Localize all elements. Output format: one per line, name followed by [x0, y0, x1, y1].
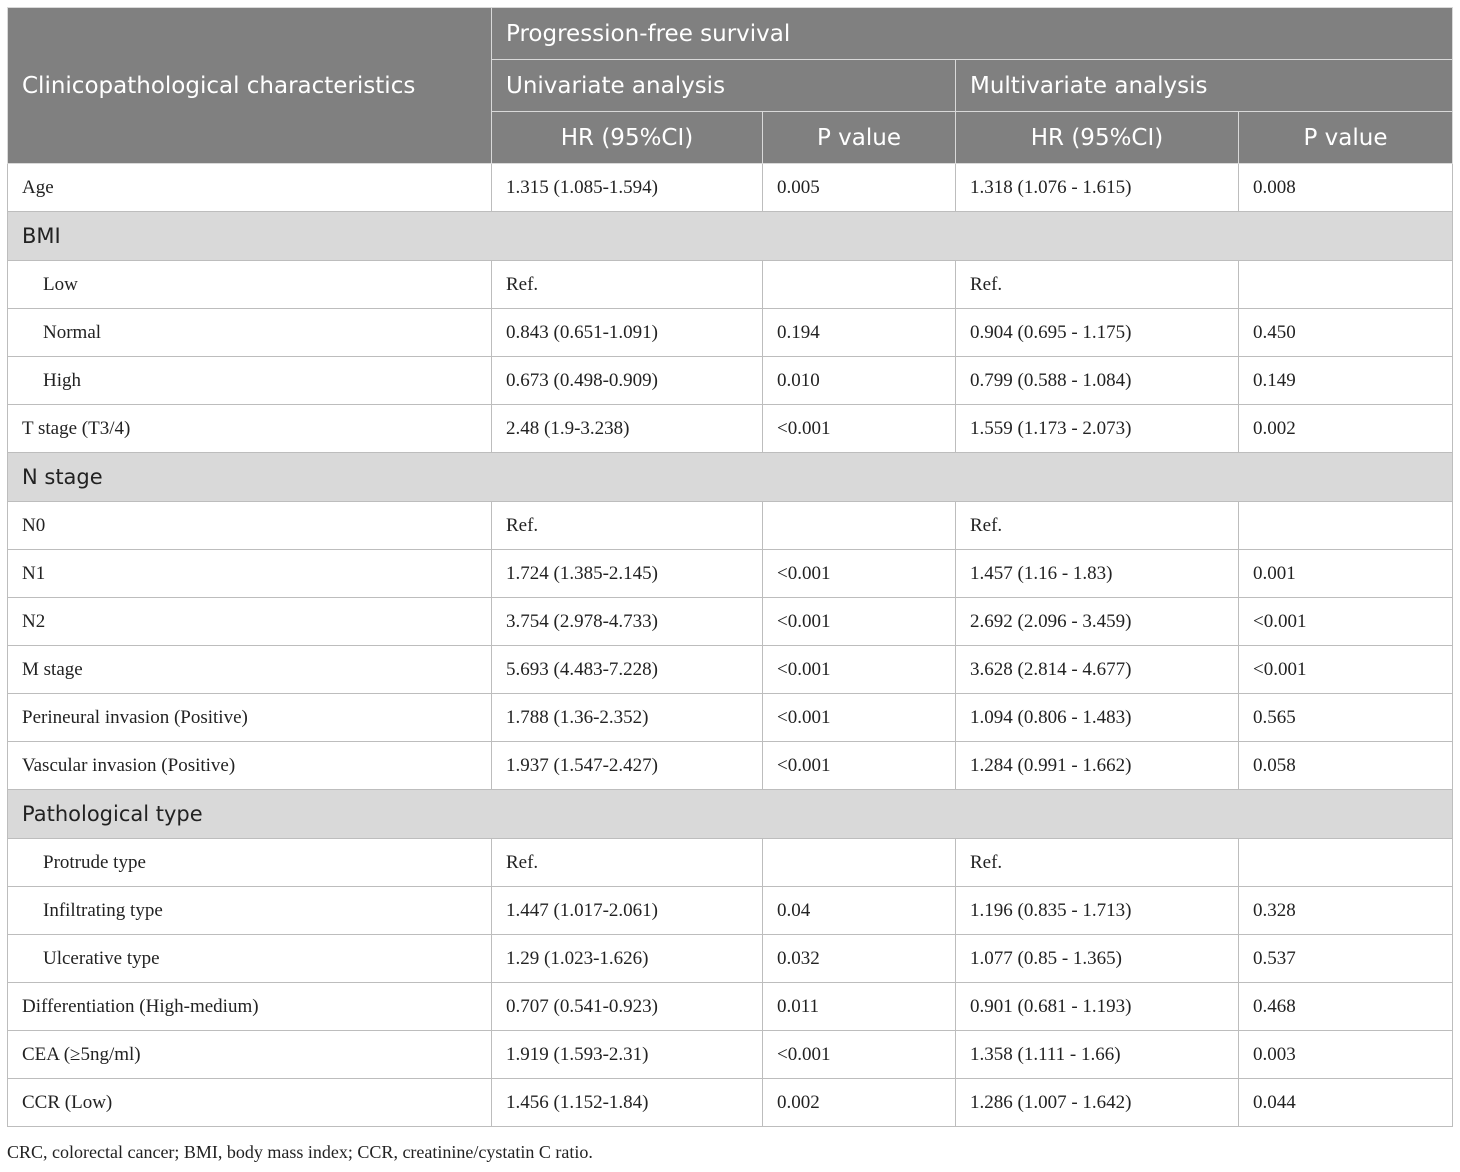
- univariate-p-cell: 0.194: [763, 309, 956, 357]
- table-row: [8, 839, 1453, 887]
- multivariate-p-cell: <0.001: [1239, 646, 1453, 694]
- multivariate-hr-cell: 2.692 (2.096 - 3.459): [956, 598, 1239, 646]
- multivariate-hr-cell: 1.196 (0.835 - 1.713): [956, 887, 1239, 935]
- multivariate-hr-cell: 3.628 (2.814 - 4.677): [956, 646, 1239, 694]
- univariate-p-cell: 0.011: [763, 983, 956, 1031]
- multivariate-hr-cell: 1.286 (1.007 - 1.642): [956, 1079, 1239, 1127]
- header-characteristics: Clinicopathological characteristics: [8, 8, 492, 164]
- header-uni-hr: HR (95%CI): [492, 112, 763, 164]
- multivariate-hr-cell: Ref.: [956, 839, 1239, 887]
- header-univariate: Univariate analysis: [492, 60, 956, 112]
- univariate-p-cell: <0.001: [763, 742, 956, 790]
- table-row: [8, 1031, 1453, 1079]
- univariate-p-cell: 0.002: [763, 1079, 956, 1127]
- univariate-p-cell: <0.001: [763, 1031, 956, 1079]
- multivariate-p-cell: 0.003: [1239, 1031, 1453, 1079]
- group-row: [8, 790, 1453, 839]
- pfs-cox-table: [7, 7, 1453, 1127]
- table-body: [8, 164, 1453, 1127]
- group-label: Pathological type: [8, 790, 1453, 839]
- table-row: [8, 598, 1453, 646]
- univariate-hr-cell: 1.937 (1.547-2.427): [492, 742, 763, 790]
- univariate-p-cell: [763, 502, 956, 550]
- multivariate-p-cell: 0.058: [1239, 742, 1453, 790]
- multivariate-p-cell: 0.008: [1239, 164, 1453, 212]
- table-row: [8, 983, 1453, 1031]
- row-label: M stage: [8, 646, 492, 694]
- multivariate-p-cell: 0.001: [1239, 550, 1453, 598]
- table-row: [8, 405, 1453, 453]
- table-row: [8, 935, 1453, 983]
- multivariate-p-cell: [1239, 502, 1453, 550]
- table-row: [8, 1079, 1453, 1127]
- univariate-hr-cell: 5.693 (4.483-7.228): [492, 646, 763, 694]
- multivariate-hr-cell: Ref.: [956, 261, 1239, 309]
- univariate-p-cell: <0.001: [763, 694, 956, 742]
- univariate-p-cell: [763, 261, 956, 309]
- multivariate-p-cell: 0.450: [1239, 309, 1453, 357]
- results-table-container: [7, 7, 1452, 1127]
- multivariate-p-cell: 0.149: [1239, 357, 1453, 405]
- univariate-p-cell: <0.001: [763, 550, 956, 598]
- univariate-p-cell: 0.010: [763, 357, 956, 405]
- row-label: N0: [8, 502, 492, 550]
- multivariate-p-cell: 0.565: [1239, 694, 1453, 742]
- row-label: Perineural invasion (Positive): [8, 694, 492, 742]
- table-row: [8, 164, 1453, 212]
- header-multi-p: P value: [1239, 112, 1453, 164]
- row-label: N2: [8, 598, 492, 646]
- multivariate-hr-cell: 1.284 (0.991 - 1.662): [956, 742, 1239, 790]
- table-row: [8, 550, 1453, 598]
- univariate-hr-cell: Ref.: [492, 261, 763, 309]
- multivariate-hr-cell: 1.457 (1.16 - 1.83): [956, 550, 1239, 598]
- univariate-hr-cell: Ref.: [492, 502, 763, 550]
- multivariate-p-cell: 0.044: [1239, 1079, 1453, 1127]
- multivariate-p-cell: 0.328: [1239, 887, 1453, 935]
- univariate-hr-cell: 1.919 (1.593-2.31): [492, 1031, 763, 1079]
- multivariate-hr-cell: 1.318 (1.076 - 1.615): [956, 164, 1239, 212]
- table-row: [8, 309, 1453, 357]
- group-row: [8, 212, 1453, 261]
- row-label: Infiltrating type: [8, 887, 492, 935]
- row-label: Ulcerative type: [8, 935, 492, 983]
- univariate-hr-cell: Ref.: [492, 839, 763, 887]
- multivariate-hr-cell: 0.904 (0.695 - 1.175): [956, 309, 1239, 357]
- table-row: [8, 357, 1453, 405]
- row-label: Vascular invasion (Positive): [8, 742, 492, 790]
- group-row: [8, 453, 1453, 502]
- univariate-hr-cell: 1.456 (1.152-1.84): [492, 1079, 763, 1127]
- row-label: Low: [8, 261, 492, 309]
- univariate-hr-cell: 1.315 (1.085-1.594): [492, 164, 763, 212]
- table-row: [8, 887, 1453, 935]
- univariate-p-cell: 0.005: [763, 164, 956, 212]
- multivariate-hr-cell: 1.094 (0.806 - 1.483): [956, 694, 1239, 742]
- univariate-p-cell: <0.001: [763, 405, 956, 453]
- univariate-hr-cell: 3.754 (2.978-4.733): [492, 598, 763, 646]
- table-row: [8, 742, 1453, 790]
- multivariate-p-cell: 0.002: [1239, 405, 1453, 453]
- univariate-hr-cell: 1.447 (1.017-2.061): [492, 887, 763, 935]
- univariate-p-cell: 0.032: [763, 935, 956, 983]
- header-pfs: Progression-free survival: [492, 8, 1453, 60]
- table-footnote: CRC, colorectal cancer; BMI, body mass index; CCR, creatinine/cystatin C ratio.: [7, 1142, 593, 1162]
- row-label: Differentiation (High-medium): [8, 983, 492, 1031]
- header-multivariate: Multivariate analysis: [956, 60, 1453, 112]
- table-row: [8, 261, 1453, 309]
- row-label: CEA (≥5ng/ml): [8, 1031, 492, 1079]
- univariate-hr-cell: 1.788 (1.36-2.352): [492, 694, 763, 742]
- group-label: N stage: [8, 453, 1453, 502]
- multivariate-hr-cell: 1.358 (1.111 - 1.66): [956, 1031, 1239, 1079]
- univariate-hr-cell: 0.843 (0.651-1.091): [492, 309, 763, 357]
- univariate-hr-cell: 0.673 (0.498-0.909): [492, 357, 763, 405]
- multivariate-p-cell: 0.468: [1239, 983, 1453, 1031]
- univariate-p-cell: <0.001: [763, 646, 956, 694]
- univariate-p-cell: [763, 839, 956, 887]
- header-uni-p: P value: [763, 112, 956, 164]
- row-label: High: [8, 357, 492, 405]
- multivariate-p-cell: 0.537: [1239, 935, 1453, 983]
- univariate-p-cell: 0.04: [763, 887, 956, 935]
- table-row: [8, 694, 1453, 742]
- table-header: [8, 8, 1453, 164]
- univariate-hr-cell: 1.29 (1.023-1.626): [492, 935, 763, 983]
- multivariate-hr-cell: 0.901 (0.681 - 1.193): [956, 983, 1239, 1031]
- table-row: [8, 646, 1453, 694]
- multivariate-hr-cell: 1.077 (0.85 - 1.365): [956, 935, 1239, 983]
- row-label: T stage (T3/4): [8, 405, 492, 453]
- group-label: BMI: [8, 212, 1453, 261]
- row-label: Normal: [8, 309, 492, 357]
- row-label: Protrude type: [8, 839, 492, 887]
- multivariate-hr-cell: 0.799 (0.588 - 1.084): [956, 357, 1239, 405]
- univariate-hr-cell: 2.48 (1.9-3.238): [492, 405, 763, 453]
- univariate-hr-cell: 0.707 (0.541-0.923): [492, 983, 763, 1031]
- header-multi-hr: HR (95%CI): [956, 112, 1239, 164]
- univariate-hr-cell: 1.724 (1.385-2.145): [492, 550, 763, 598]
- univariate-p-cell: <0.001: [763, 598, 956, 646]
- multivariate-hr-cell: Ref.: [956, 502, 1239, 550]
- multivariate-hr-cell: 1.559 (1.173 - 2.073): [956, 405, 1239, 453]
- row-label: CCR (Low): [8, 1079, 492, 1127]
- row-label: N1: [8, 550, 492, 598]
- multivariate-p-cell: [1239, 261, 1453, 309]
- row-label: Age: [8, 164, 492, 212]
- multivariate-p-cell: [1239, 839, 1453, 887]
- table-row: [8, 502, 1453, 550]
- multivariate-p-cell: <0.001: [1239, 598, 1453, 646]
